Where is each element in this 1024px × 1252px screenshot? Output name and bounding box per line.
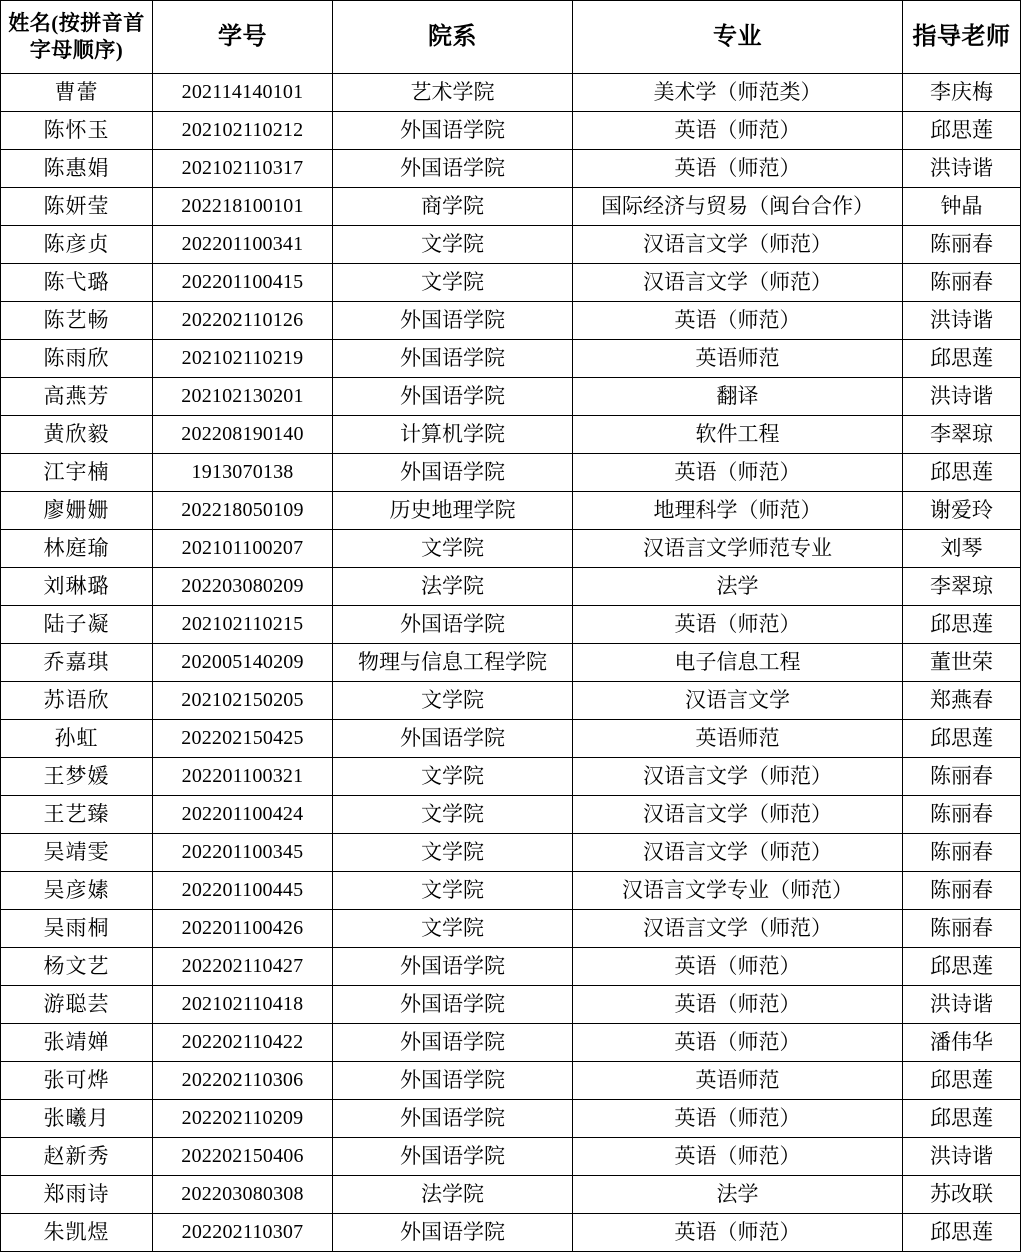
column-header-school: 院系 [333, 1, 573, 74]
cell-mentor: 陈丽春 [903, 834, 1021, 872]
table-row [1, 188, 1021, 226]
cell-major: 英语师范 [573, 1062, 903, 1100]
cell-major: 英语（师范） [573, 1214, 903, 1252]
table-row [1, 644, 1021, 682]
cell-mentor: 洪诗谐 [903, 986, 1021, 1024]
cell-mentor: 陈丽春 [903, 758, 1021, 796]
cell-mentor: 邱思莲 [903, 340, 1021, 378]
cell-student-id: 202201100341 [153, 226, 333, 264]
cell-major: 英语（师范） [573, 1024, 903, 1062]
table-row [1, 796, 1021, 834]
table-row [1, 1100, 1021, 1138]
cell-name: 陈雨欣 [1, 340, 153, 378]
cell-major: 英语师范 [573, 340, 903, 378]
cell-mentor: 谢爱玲 [903, 492, 1021, 530]
cell-name: 陆子凝 [1, 606, 153, 644]
cell-student-id: 202201100424 [153, 796, 333, 834]
cell-school: 法学院 [333, 568, 573, 606]
cell-mentor: 董世荣 [903, 644, 1021, 682]
cell-name: 曹蕾 [1, 74, 153, 112]
cell-school: 文学院 [333, 226, 573, 264]
table-row [1, 606, 1021, 644]
cell-school: 历史地理学院 [333, 492, 573, 530]
cell-major: 英语（师范） [573, 986, 903, 1024]
cell-major: 英语（师范） [573, 1100, 903, 1138]
cell-student-id: 202201100445 [153, 872, 333, 910]
cell-major: 电子信息工程 [573, 644, 903, 682]
cell-school: 外国语学院 [333, 1100, 573, 1138]
table-row [1, 74, 1021, 112]
cell-school: 外国语学院 [333, 112, 573, 150]
cell-mentor: 苏改联 [903, 1176, 1021, 1214]
cell-student-id: 202202150406 [153, 1138, 333, 1176]
cell-mentor: 钟晶 [903, 188, 1021, 226]
cell-major: 英语（师范） [573, 302, 903, 340]
cell-student-id: 202201100415 [153, 264, 333, 302]
column-header-major: 专业 [573, 1, 903, 74]
column-header-name: 姓名(按拼音首字母顺序) [1, 1, 153, 74]
cell-name: 张曦月 [1, 1100, 153, 1138]
cell-school: 艺术学院 [333, 74, 573, 112]
cell-student-id: 202203080308 [153, 1176, 333, 1214]
table-row [1, 1214, 1021, 1252]
cell-school: 物理与信息工程学院 [333, 644, 573, 682]
cell-school: 计算机学院 [333, 416, 573, 454]
table-row [1, 834, 1021, 872]
cell-major: 汉语言文学（师范） [573, 910, 903, 948]
cell-school: 外国语学院 [333, 378, 573, 416]
cell-name: 朱凯煜 [1, 1214, 153, 1252]
cell-major: 软件工程 [573, 416, 903, 454]
cell-name: 高燕芳 [1, 378, 153, 416]
cell-name: 乔嘉琪 [1, 644, 153, 682]
cell-name: 孙虹 [1, 720, 153, 758]
cell-name: 刘琳璐 [1, 568, 153, 606]
cell-mentor: 陈丽春 [903, 910, 1021, 948]
cell-student-id: 202202110307 [153, 1214, 333, 1252]
table-row [1, 872, 1021, 910]
table-row [1, 1024, 1021, 1062]
cell-mentor: 陈丽春 [903, 226, 1021, 264]
table-row [1, 948, 1021, 986]
cell-major: 英语（师范） [573, 948, 903, 986]
cell-major: 英语（师范） [573, 454, 903, 492]
header-row [1, 1, 1021, 74]
cell-student-id: 202005140209 [153, 644, 333, 682]
cell-mentor: 洪诗谐 [903, 302, 1021, 340]
table-row [1, 416, 1021, 454]
cell-school: 外国语学院 [333, 1138, 573, 1176]
table-row [1, 454, 1021, 492]
cell-student-id: 202102110219 [153, 340, 333, 378]
cell-student-id: 202201100345 [153, 834, 333, 872]
column-header-student-id: 学号 [153, 1, 333, 74]
cell-student-id: 202202110422 [153, 1024, 333, 1062]
cell-major: 汉语言文学专业（师范） [573, 872, 903, 910]
cell-major: 英语（师范） [573, 1138, 903, 1176]
cell-mentor: 洪诗谐 [903, 378, 1021, 416]
cell-name: 杨文艺 [1, 948, 153, 986]
cell-student-id: 202102130201 [153, 378, 333, 416]
cell-student-id: 202202150425 [153, 720, 333, 758]
table-row [1, 226, 1021, 264]
cell-school: 外国语学院 [333, 1024, 573, 1062]
cell-major: 美术学（师范类） [573, 74, 903, 112]
cell-student-id: 202102110418 [153, 986, 333, 1024]
cell-mentor: 洪诗谐 [903, 1138, 1021, 1176]
cell-student-id: 202202110209 [153, 1100, 333, 1138]
table-row [1, 682, 1021, 720]
table-row [1, 1138, 1021, 1176]
cell-mentor: 陈丽春 [903, 872, 1021, 910]
cell-major: 国际经济与贸易（闽台合作） [573, 188, 903, 226]
cell-name: 赵新秀 [1, 1138, 153, 1176]
cell-school: 外国语学院 [333, 1062, 573, 1100]
cell-major: 汉语言文学（师范） [573, 264, 903, 302]
cell-name: 张靖婵 [1, 1024, 153, 1062]
table-row [1, 986, 1021, 1024]
cell-major: 英语（师范） [573, 606, 903, 644]
cell-name: 张可烨 [1, 1062, 153, 1100]
table-row [1, 378, 1021, 416]
cell-school: 文学院 [333, 264, 573, 302]
table-row [1, 568, 1021, 606]
cell-student-id: 1913070138 [153, 454, 333, 492]
cell-student-id: 202203080209 [153, 568, 333, 606]
table-row [1, 1062, 1021, 1100]
cell-school: 外国语学院 [333, 302, 573, 340]
cell-mentor: 邱思莲 [903, 720, 1021, 758]
cell-name: 林庭瑜 [1, 530, 153, 568]
cell-school: 外国语学院 [333, 150, 573, 188]
cell-student-id: 202202110306 [153, 1062, 333, 1100]
table-row [1, 302, 1021, 340]
table-header [1, 1, 1021, 74]
cell-major: 汉语言文学（师范） [573, 226, 903, 264]
cell-mentor: 邱思莲 [903, 1100, 1021, 1138]
table-row [1, 150, 1021, 188]
cell-school: 外国语学院 [333, 1214, 573, 1252]
cell-major: 汉语言文学（师范） [573, 758, 903, 796]
cell-name: 廖姗姗 [1, 492, 153, 530]
cell-major: 翻译 [573, 378, 903, 416]
cell-school: 外国语学院 [333, 948, 573, 986]
cell-student-id: 202208190140 [153, 416, 333, 454]
cell-mentor: 陈丽春 [903, 264, 1021, 302]
cell-mentor: 郑燕春 [903, 682, 1021, 720]
cell-name: 陈彦贞 [1, 226, 153, 264]
cell-school: 文学院 [333, 872, 573, 910]
cell-student-id: 202218100101 [153, 188, 333, 226]
cell-name: 吴彦嫊 [1, 872, 153, 910]
cell-mentor: 陈丽春 [903, 796, 1021, 834]
cell-mentor: 邱思莲 [903, 112, 1021, 150]
cell-major: 汉语言文学 [573, 682, 903, 720]
table-row [1, 492, 1021, 530]
cell-school: 文学院 [333, 910, 573, 948]
cell-major: 汉语言文学师范专业 [573, 530, 903, 568]
table-row [1, 1176, 1021, 1214]
cell-student-id: 202201100426 [153, 910, 333, 948]
cell-school: 法学院 [333, 1176, 573, 1214]
cell-name: 黄欣毅 [1, 416, 153, 454]
cell-name: 陈艺畅 [1, 302, 153, 340]
cell-mentor: 洪诗谐 [903, 150, 1021, 188]
cell-name: 吴雨桐 [1, 910, 153, 948]
table-row [1, 530, 1021, 568]
cell-name: 王梦媛 [1, 758, 153, 796]
cell-name: 苏语欣 [1, 682, 153, 720]
cell-mentor: 邱思莲 [903, 454, 1021, 492]
table-row [1, 340, 1021, 378]
cell-school: 文学院 [333, 682, 573, 720]
cell-major: 汉语言文学（师范） [573, 834, 903, 872]
cell-school: 文学院 [333, 758, 573, 796]
cell-mentor: 潘伟华 [903, 1024, 1021, 1062]
cell-student-id: 202102110317 [153, 150, 333, 188]
cell-name: 郑雨诗 [1, 1176, 153, 1214]
cell-mentor: 邱思莲 [903, 948, 1021, 986]
cell-mentor: 李翠琼 [903, 568, 1021, 606]
cell-major: 法学 [573, 1176, 903, 1214]
cell-school: 文学院 [333, 796, 573, 834]
table-row [1, 264, 1021, 302]
cell-student-id: 202114140101 [153, 74, 333, 112]
table-row [1, 112, 1021, 150]
cell-name: 陈惠娟 [1, 150, 153, 188]
cell-mentor: 刘琴 [903, 530, 1021, 568]
cell-student-id: 202202110427 [153, 948, 333, 986]
table-row [1, 910, 1021, 948]
cell-student-id: 202101100207 [153, 530, 333, 568]
cell-student-id: 202102150205 [153, 682, 333, 720]
cell-student-id: 202102110212 [153, 112, 333, 150]
cell-major: 地理科学（师范） [573, 492, 903, 530]
cell-school: 外国语学院 [333, 720, 573, 758]
cell-major: 法学 [573, 568, 903, 606]
cell-major: 英语（师范） [573, 150, 903, 188]
table-row [1, 720, 1021, 758]
cell-name: 王艺臻 [1, 796, 153, 834]
cell-major: 英语师范 [573, 720, 903, 758]
cell-name: 游聪芸 [1, 986, 153, 1024]
cell-name: 吴靖雯 [1, 834, 153, 872]
table-body [1, 74, 1021, 1252]
cell-student-id: 202201100321 [153, 758, 333, 796]
cell-school: 文学院 [333, 530, 573, 568]
cell-mentor: 李庆梅 [903, 74, 1021, 112]
cell-student-id: 202218050109 [153, 492, 333, 530]
cell-name: 江宇楠 [1, 454, 153, 492]
cell-mentor: 邱思莲 [903, 606, 1021, 644]
cell-school: 外国语学院 [333, 606, 573, 644]
cell-student-id: 202202110126 [153, 302, 333, 340]
cell-major: 英语（师范） [573, 112, 903, 150]
cell-major: 汉语言文学（师范） [573, 796, 903, 834]
cell-mentor: 李翠琼 [903, 416, 1021, 454]
cell-school: 外国语学院 [333, 986, 573, 1024]
cell-name: 陈怀玉 [1, 112, 153, 150]
cell-school: 文学院 [333, 834, 573, 872]
cell-name: 陈弋璐 [1, 264, 153, 302]
column-header-mentor: 指导老师 [903, 1, 1021, 74]
cell-school: 外国语学院 [333, 454, 573, 492]
cell-name: 陈妍莹 [1, 188, 153, 226]
cell-mentor: 邱思莲 [903, 1062, 1021, 1100]
cell-student-id: 202102110215 [153, 606, 333, 644]
cell-school: 外国语学院 [333, 340, 573, 378]
cell-mentor: 邱思莲 [903, 1214, 1021, 1252]
table-row [1, 758, 1021, 796]
cell-school: 商学院 [333, 188, 573, 226]
